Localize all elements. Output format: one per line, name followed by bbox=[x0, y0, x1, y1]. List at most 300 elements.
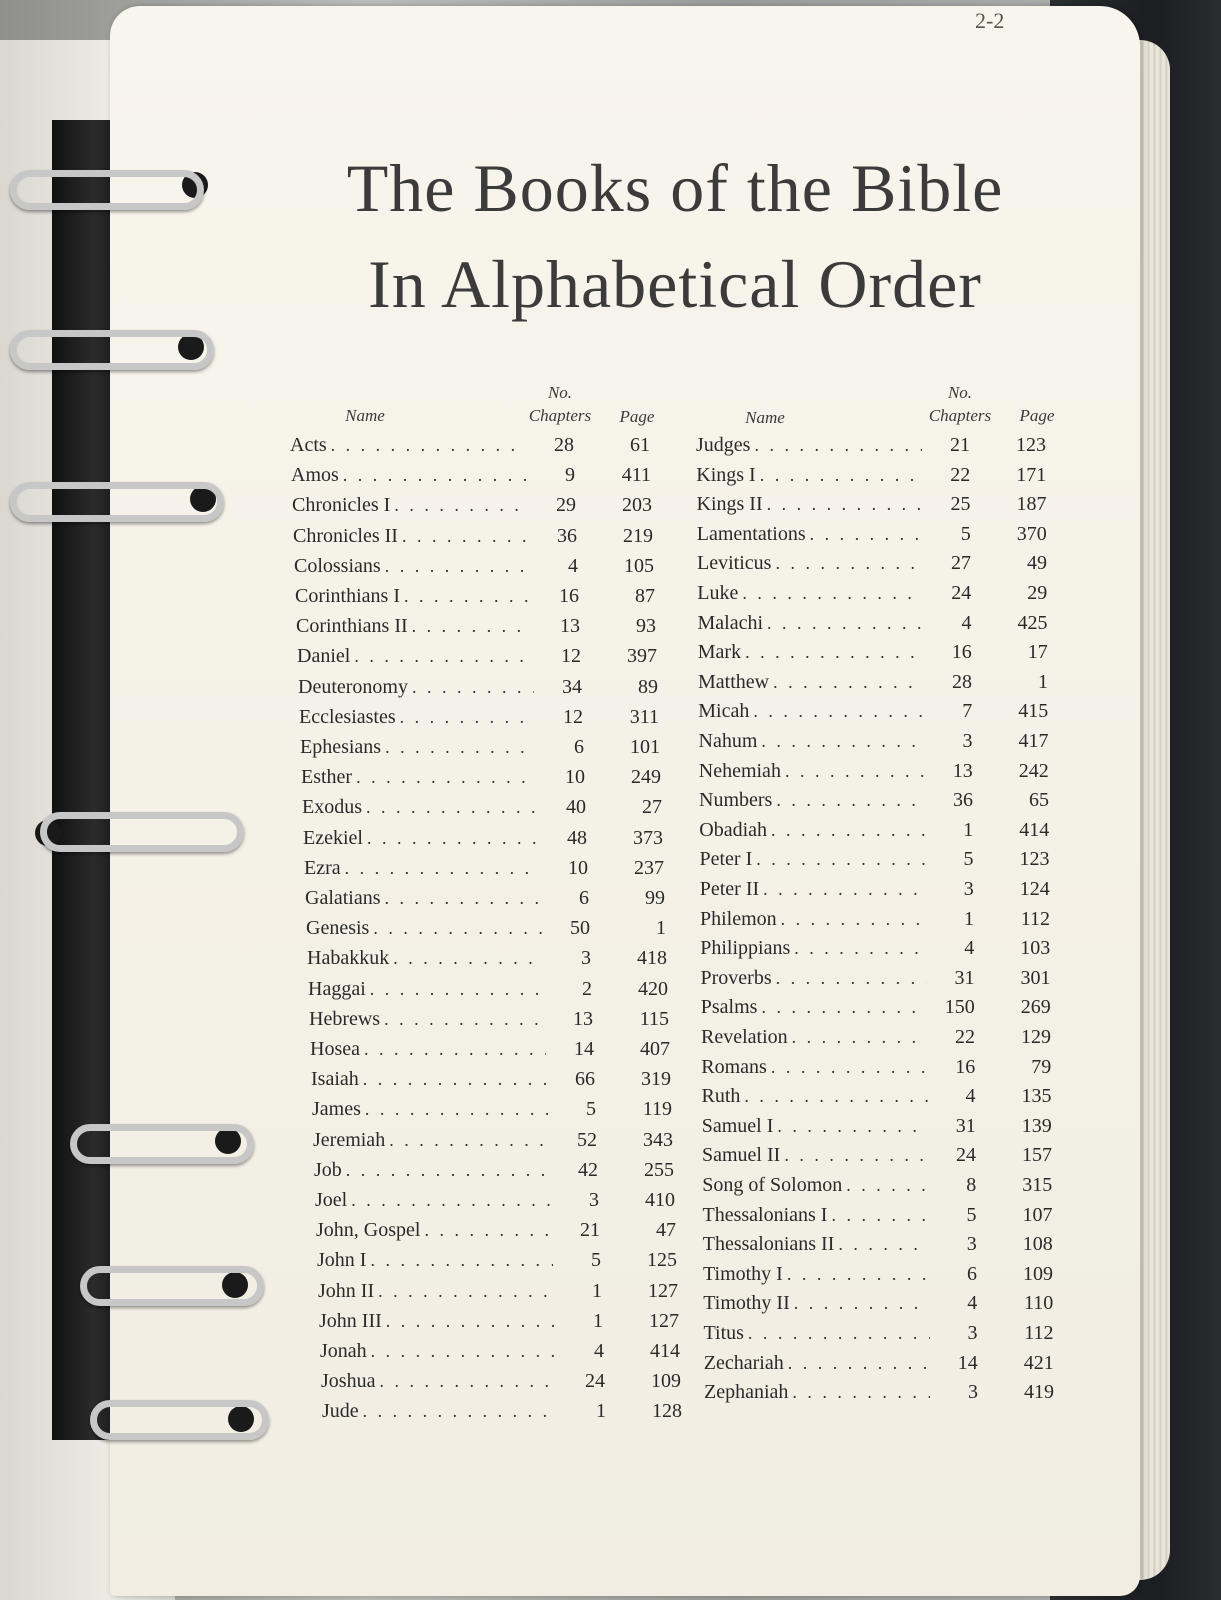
book-row bbox=[322, 1400, 682, 1430]
book-row bbox=[295, 585, 655, 615]
binder-ring bbox=[10, 170, 204, 210]
book-row bbox=[700, 908, 1050, 938]
book-row bbox=[699, 760, 1049, 790]
book-page: 219 bbox=[623, 524, 653, 547]
book-name: Titus bbox=[703, 1322, 744, 1344]
book-row bbox=[703, 1263, 1053, 1293]
book-name: Isaiah bbox=[311, 1068, 359, 1091]
dot-leader bbox=[753, 701, 924, 722]
book-page: 315 bbox=[1022, 1174, 1053, 1196]
dot-leader bbox=[365, 1099, 548, 1120]
book-row bbox=[316, 1219, 676, 1249]
dot-leader bbox=[767, 613, 923, 634]
binder-ring bbox=[70, 1124, 254, 1164]
book-page: 17 bbox=[1027, 641, 1048, 664]
book-page: 407 bbox=[640, 1038, 670, 1060]
book-page: 1 bbox=[656, 917, 666, 940]
book-chapters: 31 bbox=[954, 966, 975, 989]
book-name: Proverbs bbox=[700, 966, 772, 989]
book-name: Job bbox=[314, 1158, 342, 1181]
book-chapters: 24 bbox=[956, 1144, 976, 1167]
dot-leader bbox=[343, 465, 527, 486]
book-page: 135 bbox=[1021, 1085, 1052, 1108]
dot-leader bbox=[384, 1009, 545, 1030]
book-row bbox=[701, 967, 1051, 997]
book-chapters: 13 bbox=[560, 615, 580, 638]
dot-leader bbox=[389, 1130, 549, 1151]
book-row bbox=[320, 1340, 680, 1370]
dot-leader bbox=[794, 1293, 929, 1314]
book-name: Hosea bbox=[310, 1038, 360, 1060]
book-name: Psalms bbox=[700, 996, 758, 1019]
dot-leader bbox=[838, 1234, 928, 1255]
book-chapters: 5 bbox=[591, 1249, 601, 1272]
header-chapters-left bbox=[520, 381, 600, 427]
dot-leader bbox=[760, 465, 923, 486]
book-name: Matthew bbox=[698, 670, 770, 693]
dot-leader bbox=[775, 553, 923, 574]
book-page: 203 bbox=[622, 494, 652, 517]
book-page: 61 bbox=[630, 434, 650, 456]
book-name: Samuel II bbox=[702, 1144, 781, 1167]
book-row bbox=[697, 493, 1047, 523]
book-chapters: 1 bbox=[596, 1400, 606, 1423]
dot-leader bbox=[385, 888, 541, 909]
book-name: Judges bbox=[696, 434, 751, 456]
dot-leader bbox=[761, 997, 926, 1018]
book-row bbox=[293, 525, 653, 555]
dot-leader bbox=[370, 1250, 553, 1271]
header-chapters-label: Chapters bbox=[528, 406, 592, 425]
dot-leader bbox=[424, 1220, 552, 1241]
dot-leader bbox=[404, 586, 531, 607]
book-row bbox=[700, 848, 1050, 878]
book-row bbox=[696, 464, 1046, 494]
book-row bbox=[697, 552, 1047, 582]
book-page: 27 bbox=[642, 796, 662, 819]
dot-leader bbox=[810, 524, 923, 545]
header-page-right: Page bbox=[1019, 406, 1055, 425]
book-row bbox=[312, 1098, 672, 1128]
book-chapters: 14 bbox=[574, 1038, 594, 1060]
book-page: 139 bbox=[1021, 1114, 1052, 1137]
dot-leader bbox=[784, 1145, 928, 1166]
book-page: 420 bbox=[638, 977, 668, 1000]
dot-leader bbox=[366, 797, 538, 818]
book-chapters: 21 bbox=[950, 434, 970, 456]
book-name: Numbers bbox=[699, 789, 773, 812]
dot-leader bbox=[792, 1382, 930, 1403]
dot-leader bbox=[393, 948, 543, 969]
book-chapters: 42 bbox=[578, 1158, 598, 1181]
book-row bbox=[703, 1233, 1053, 1263]
book-row bbox=[697, 523, 1047, 553]
book-chapters: 22 bbox=[955, 1026, 975, 1048]
book-chapters: 3 bbox=[589, 1189, 599, 1211]
book-chapters: 13 bbox=[573, 1007, 593, 1030]
book-name: James bbox=[312, 1098, 361, 1121]
book-page: 129 bbox=[1021, 1026, 1051, 1048]
book-page: 411 bbox=[621, 464, 651, 487]
book-name: Haggai bbox=[308, 977, 366, 1000]
dot-leader bbox=[379, 1371, 557, 1392]
book-name: Chronicles II bbox=[293, 524, 398, 547]
book-page: 107 bbox=[1022, 1203, 1053, 1226]
book-chapters: 29 bbox=[556, 494, 576, 517]
header-chapters-no: No. bbox=[947, 383, 973, 402]
book-page: 127 bbox=[648, 1279, 678, 1302]
book-name: Micah bbox=[698, 700, 750, 723]
book-name: Ecclesiastes bbox=[299, 705, 396, 728]
book-page: 29 bbox=[1027, 582, 1048, 604]
dot-leader bbox=[356, 767, 537, 788]
book-row bbox=[702, 1085, 1052, 1115]
book-page: 119 bbox=[642, 1098, 672, 1121]
book-name: Corinthians I bbox=[295, 585, 400, 607]
book-name: Jude bbox=[322, 1400, 359, 1423]
book-name: Obadiah bbox=[699, 818, 768, 841]
book-row bbox=[314, 1159, 674, 1189]
book-page: 1 bbox=[1038, 670, 1048, 693]
book-name: Thessalonians II bbox=[702, 1233, 835, 1256]
book-page: 128 bbox=[652, 1400, 682, 1423]
book-chapters: 7 bbox=[962, 700, 973, 723]
book-page: 417 bbox=[1018, 730, 1049, 752]
book-row bbox=[702, 1174, 1052, 1204]
book-page: 47 bbox=[656, 1219, 676, 1242]
book-chapters: 28 bbox=[952, 670, 972, 693]
book-row bbox=[703, 1204, 1053, 1234]
book-row bbox=[310, 1038, 670, 1068]
book-row bbox=[701, 1056, 1051, 1086]
book-chapters: 14 bbox=[957, 1351, 978, 1374]
dot-leader bbox=[364, 1039, 546, 1060]
book-page: 127 bbox=[649, 1309, 679, 1332]
header-chapters-no: No. bbox=[547, 383, 573, 402]
dot-leader bbox=[745, 642, 924, 663]
book-chapters: 4 bbox=[967, 1292, 978, 1315]
book-page: 255 bbox=[644, 1158, 674, 1181]
binder-ring bbox=[40, 812, 244, 852]
dot-leader bbox=[363, 1401, 558, 1422]
book-name: Zephaniah bbox=[704, 1381, 789, 1404]
dot-leader bbox=[756, 849, 925, 870]
book-name: Peter II bbox=[699, 878, 760, 900]
dot-leader bbox=[776, 968, 927, 989]
dot-leader bbox=[412, 677, 534, 698]
dot-leader bbox=[846, 1175, 928, 1196]
book-row bbox=[296, 615, 656, 645]
dot-leader bbox=[412, 616, 532, 637]
book-page: 109 bbox=[651, 1370, 681, 1393]
book-name: Daniel bbox=[297, 645, 351, 668]
book-chapters: 10 bbox=[565, 766, 585, 789]
book-name: Samuel I bbox=[701, 1114, 774, 1137]
book-chapters: 36 bbox=[953, 789, 973, 812]
book-chapters: 16 bbox=[951, 641, 972, 664]
book-page: 415 bbox=[1018, 700, 1049, 723]
book-row bbox=[309, 1008, 669, 1038]
book-chapters: 16 bbox=[559, 585, 579, 607]
dot-leader bbox=[771, 820, 925, 841]
book-row bbox=[318, 1280, 678, 1310]
dot-leader bbox=[754, 435, 922, 456]
book-chapters: 150 bbox=[944, 996, 975, 1019]
book-page: 101 bbox=[630, 736, 660, 758]
book-chapters: 66 bbox=[575, 1068, 595, 1091]
book-name: Philemon bbox=[700, 907, 777, 930]
book-page: 319 bbox=[641, 1068, 671, 1091]
book-chapters: 40 bbox=[566, 796, 586, 819]
book-row bbox=[319, 1310, 679, 1340]
book-name: Esther bbox=[301, 766, 353, 789]
book-chapters: 24 bbox=[585, 1370, 605, 1393]
book-name: Hebrews bbox=[309, 1007, 381, 1030]
book-name: Revelation bbox=[701, 1026, 788, 1048]
header-chapters-label: Chapters bbox=[928, 406, 992, 425]
book-row bbox=[703, 1292, 1053, 1322]
book-row bbox=[292, 494, 652, 524]
dot-leader bbox=[771, 1057, 927, 1078]
dot-leader bbox=[354, 646, 533, 667]
book-row bbox=[303, 827, 663, 857]
book-row bbox=[299, 706, 659, 736]
book-chapters: 3 bbox=[963, 878, 974, 900]
book-chapters: 25 bbox=[950, 493, 971, 516]
book-page: 105 bbox=[624, 554, 654, 577]
book-name: Romans bbox=[701, 1055, 767, 1078]
book-row bbox=[701, 1026, 1051, 1056]
book-row bbox=[702, 1115, 1052, 1145]
book-name: Nahum bbox=[698, 730, 758, 752]
dot-leader bbox=[378, 1281, 554, 1302]
dot-leader bbox=[763, 879, 926, 900]
book-row bbox=[704, 1322, 1054, 1352]
dot-leader bbox=[776, 790, 925, 811]
book-name: Genesis bbox=[306, 917, 370, 940]
book-chapters: 10 bbox=[568, 856, 588, 879]
book-name: John II bbox=[318, 1279, 375, 1302]
book-row bbox=[699, 789, 1049, 819]
book-page: 93 bbox=[636, 615, 656, 638]
dot-leader bbox=[385, 737, 536, 758]
dot-leader bbox=[794, 938, 926, 959]
book-chapters: 50 bbox=[570, 917, 590, 940]
book-chapters: 4 bbox=[964, 937, 975, 960]
book-row bbox=[302, 796, 662, 826]
book-name: Chronicles I bbox=[292, 494, 391, 517]
book-chapters: 27 bbox=[951, 552, 971, 575]
book-name: Ruth bbox=[701, 1085, 741, 1108]
book-chapters: 1 bbox=[964, 907, 974, 930]
book-row bbox=[304, 857, 664, 887]
dot-leader bbox=[742, 583, 923, 604]
book-page: 370 bbox=[1016, 522, 1047, 545]
book-page: 157 bbox=[1022, 1144, 1052, 1167]
book-name: Nehemiah bbox=[698, 759, 781, 782]
book-chapters: 31 bbox=[955, 1114, 976, 1137]
book-name: Ezekiel bbox=[303, 826, 363, 849]
book-row bbox=[704, 1352, 1054, 1382]
book-name: Ephesians bbox=[300, 736, 382, 758]
book-chapters: 1 bbox=[593, 1309, 603, 1332]
book-chapters: 6 bbox=[579, 887, 589, 909]
book-chapters: 3 bbox=[968, 1381, 978, 1404]
book-page: 124 bbox=[1019, 878, 1050, 900]
book-name: Lamentations bbox=[696, 522, 806, 545]
book-page: 103 bbox=[1020, 937, 1051, 960]
dot-leader bbox=[761, 731, 924, 752]
book-page: 108 bbox=[1022, 1233, 1053, 1256]
book-chapters: 16 bbox=[955, 1055, 976, 1078]
book-row bbox=[306, 917, 666, 947]
book-chapters: 52 bbox=[577, 1128, 597, 1151]
book-row bbox=[313, 1129, 673, 1159]
book-chapters: 1 bbox=[592, 1279, 602, 1302]
book-row bbox=[317, 1249, 677, 1279]
book-page: 421 bbox=[1023, 1351, 1054, 1374]
dot-leader bbox=[744, 1086, 927, 1107]
dot-leader bbox=[785, 761, 925, 782]
book-page: 89 bbox=[638, 675, 658, 698]
book-page: 65 bbox=[1029, 789, 1049, 812]
book-row bbox=[697, 582, 1047, 612]
book-name: John, Gospel bbox=[316, 1219, 421, 1242]
dot-leader bbox=[386, 1311, 555, 1332]
book-page: 343 bbox=[643, 1128, 673, 1151]
book-chapters: 8 bbox=[966, 1174, 977, 1196]
book-row bbox=[704, 1381, 1054, 1411]
book-name: Zechariah bbox=[703, 1351, 784, 1374]
book-name: Jeremiah bbox=[313, 1128, 386, 1151]
book-name: Joshua bbox=[321, 1370, 376, 1393]
book-row bbox=[696, 434, 1046, 464]
book-name: Corinthians II bbox=[296, 615, 408, 638]
book-chapters: 13 bbox=[952, 759, 973, 782]
dot-leader bbox=[773, 672, 924, 693]
book-page: 397 bbox=[627, 645, 657, 668]
dot-leader bbox=[777, 1116, 927, 1137]
dot-leader bbox=[400, 707, 535, 728]
book-page: 418 bbox=[637, 947, 667, 970]
book-page: 123 bbox=[1019, 848, 1050, 871]
book-row bbox=[298, 676, 658, 706]
book-chapters: 3 bbox=[967, 1322, 978, 1344]
dot-leader bbox=[351, 1190, 551, 1211]
book-row bbox=[699, 730, 1049, 760]
page-title bbox=[330, 140, 1020, 332]
book-chapters: 34 bbox=[562, 675, 582, 698]
book-name: Kings II bbox=[696, 493, 763, 516]
title-line-1: The Books of the Bible bbox=[346, 150, 1004, 226]
book-name: Timothy I bbox=[703, 1262, 783, 1285]
book-page: 112 bbox=[1020, 907, 1050, 930]
book-page: 269 bbox=[1020, 996, 1051, 1019]
book-row bbox=[315, 1189, 675, 1219]
book-row bbox=[321, 1370, 681, 1400]
book-name: Luke bbox=[697, 582, 739, 604]
dot-leader bbox=[346, 1160, 550, 1181]
binder-ring bbox=[10, 330, 214, 370]
book-name: Timothy II bbox=[703, 1292, 790, 1315]
corner-page-mark: 2-2 bbox=[975, 8, 1005, 33]
book-row bbox=[307, 947, 667, 977]
title-line-2: In Alphabetical Order bbox=[368, 246, 982, 322]
book-page: 110 bbox=[1023, 1292, 1054, 1315]
book-row bbox=[291, 464, 651, 494]
book-page: 112 bbox=[1024, 1322, 1054, 1344]
book-chapters: 48 bbox=[567, 826, 587, 849]
book-chapters: 2 bbox=[582, 977, 592, 1000]
book-chapters: 21 bbox=[580, 1219, 600, 1242]
book-chapters: 12 bbox=[561, 645, 581, 668]
book-page: 419 bbox=[1024, 1381, 1054, 1404]
header-name-right: Name bbox=[745, 408, 785, 427]
book-name: Peter I bbox=[699, 848, 753, 871]
book-name: Jonah bbox=[320, 1340, 367, 1362]
dot-leader bbox=[767, 494, 923, 515]
book-name: Song of Solomon bbox=[702, 1174, 843, 1196]
book-page: 123 bbox=[1016, 434, 1046, 456]
book-chapters: 36 bbox=[557, 524, 577, 547]
dot-leader bbox=[394, 495, 528, 516]
dot-leader bbox=[345, 858, 540, 879]
book-chapters: 4 bbox=[594, 1340, 604, 1362]
book-name: Malachi bbox=[697, 611, 764, 634]
binder-ring bbox=[10, 482, 224, 522]
book-chapters: 4 bbox=[568, 554, 578, 577]
book-row bbox=[698, 641, 1048, 671]
book-chapters: 22 bbox=[950, 463, 971, 486]
book-page: 414 bbox=[1019, 818, 1050, 841]
book-page: 87 bbox=[635, 585, 655, 607]
dot-leader bbox=[748, 1323, 930, 1344]
book-chapters: 6 bbox=[967, 1262, 977, 1285]
book-page: 125 bbox=[647, 1249, 677, 1272]
binder-ring bbox=[90, 1400, 269, 1440]
book-name: John III bbox=[319, 1309, 382, 1332]
book-row bbox=[701, 996, 1051, 1026]
header-name-left: Name bbox=[345, 406, 385, 425]
dot-leader bbox=[370, 979, 544, 1000]
book-name: Deuteronomy bbox=[298, 675, 408, 698]
dot-leader bbox=[788, 1353, 930, 1374]
book-row bbox=[290, 434, 650, 464]
dot-leader bbox=[831, 1205, 928, 1226]
book-page: 410 bbox=[645, 1189, 675, 1211]
book-name: Acts bbox=[290, 434, 327, 456]
book-page: 373 bbox=[633, 826, 663, 849]
dot-leader bbox=[792, 1027, 927, 1048]
book-page: 249 bbox=[631, 766, 661, 789]
book-chapters: 1 bbox=[963, 818, 974, 841]
dot-leader bbox=[402, 526, 529, 547]
book-page: 414 bbox=[650, 1340, 680, 1362]
book-chapters: 24 bbox=[951, 582, 972, 604]
dot-leader bbox=[331, 435, 526, 456]
book-row bbox=[294, 555, 654, 585]
book-chapters: 3 bbox=[962, 730, 973, 752]
book-name: Leviticus bbox=[697, 552, 772, 575]
binder-ring bbox=[80, 1266, 264, 1306]
book-row bbox=[297, 645, 657, 675]
book-page: 79 bbox=[1031, 1055, 1052, 1078]
book-chapters: 4 bbox=[961, 611, 972, 634]
book-name: Galatians bbox=[305, 887, 381, 909]
book-chapters: 9 bbox=[565, 464, 575, 487]
book-page: 425 bbox=[1017, 611, 1048, 634]
dot-leader bbox=[373, 918, 542, 939]
